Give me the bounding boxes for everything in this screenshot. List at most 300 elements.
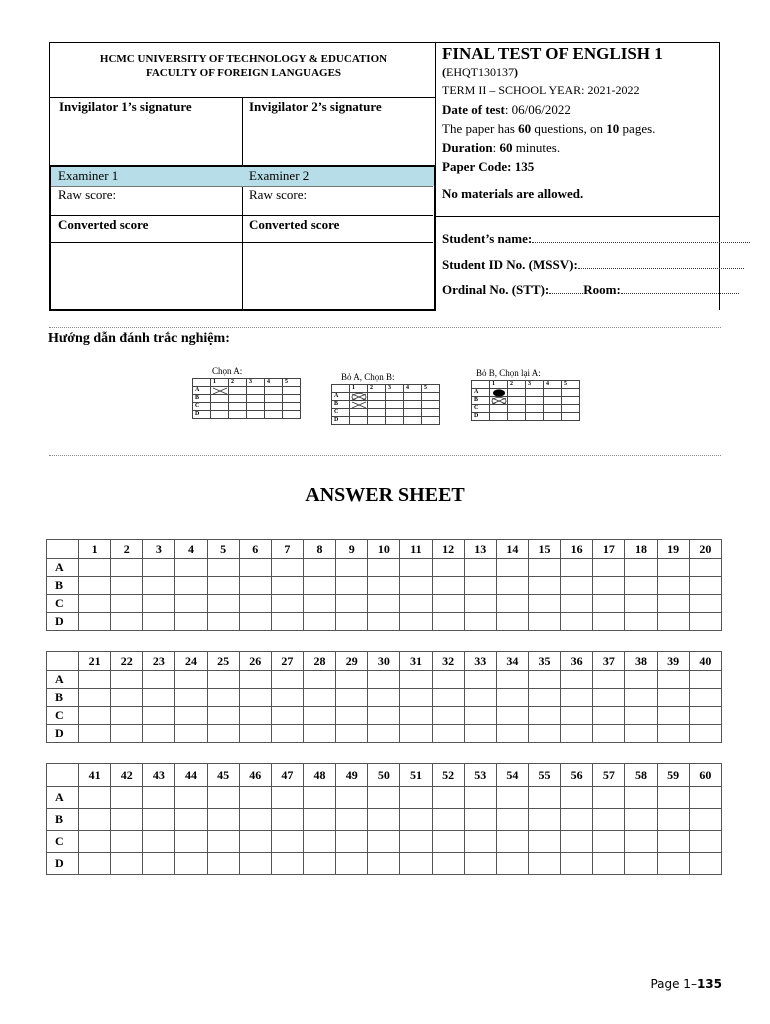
question-number-header: 16 (561, 540, 593, 559)
mini-corner-cell (472, 381, 490, 389)
answer-bubble-cell[interactable] (336, 595, 368, 613)
answer-bubble-cell[interactable] (432, 831, 464, 853)
question-number-header: 15 (528, 540, 560, 559)
answer-bubble-cell[interactable] (689, 671, 721, 689)
answer-bubble-cell[interactable] (464, 831, 496, 853)
answer-bubble-cell[interactable] (689, 595, 721, 613)
answer-bubble-cell[interactable] (207, 787, 239, 809)
mini-answer-cell (526, 405, 544, 413)
mini-row-label: B (193, 395, 211, 403)
examiner1-label: Examiner 1 (58, 168, 119, 183)
answer-bubble-cell[interactable] (400, 809, 432, 831)
answer-bubble-cell[interactable] (464, 577, 496, 595)
answer-bubble-cell[interactable] (689, 831, 721, 853)
answer-bubble-cell[interactable] (496, 725, 528, 743)
answer-bubble-cell[interactable] (79, 725, 111, 743)
answer-bubble-cell[interactable] (657, 689, 689, 707)
mini-answer-cell (283, 411, 301, 419)
answer-bubble-cell[interactable] (239, 853, 271, 875)
answer-bubble-cell[interactable] (593, 853, 625, 875)
answer-bubble-cell[interactable] (143, 595, 175, 613)
answer-bubble-cell[interactable] (239, 707, 271, 725)
answer-bubble-cell[interactable] (561, 671, 593, 689)
answer-bubble-cell[interactable] (689, 707, 721, 725)
answer-bubble-cell[interactable] (368, 707, 400, 725)
answer-bubble-cell[interactable] (593, 725, 625, 743)
answer-bubble-cell[interactable] (271, 831, 303, 853)
option-row-label: C (47, 595, 79, 613)
answer-bubble-cell[interactable] (689, 787, 721, 809)
option-row-label: C (47, 831, 79, 853)
mini-col-header: 3 (526, 381, 544, 389)
answer-bubble-cell[interactable] (432, 853, 464, 875)
student-name-field[interactable]: Student’s name: (442, 231, 750, 247)
option-row-label: A (47, 559, 79, 577)
answer-bubble-cell[interactable] (303, 577, 335, 595)
answer-bubble-cell[interactable] (496, 689, 528, 707)
answer-bubble-cell[interactable] (239, 577, 271, 595)
answer-bubble-cell[interactable] (207, 809, 239, 831)
answer-bubble-cell[interactable] (657, 559, 689, 577)
answer-bubble-cell[interactable] (625, 671, 657, 689)
answer-bubble-cell[interactable] (689, 559, 721, 577)
mini-answer-cell (350, 409, 368, 417)
answer-bubble-cell[interactable] (175, 689, 207, 707)
answer-bubble-cell[interactable] (496, 707, 528, 725)
question-number-header: 46 (239, 764, 271, 787)
answer-bubble-cell[interactable] (207, 725, 239, 743)
mini-answer-cell (350, 393, 368, 401)
answer-bubble-cell[interactable] (593, 559, 625, 577)
answer-bubble-cell[interactable] (689, 689, 721, 707)
answer-bubble-cell[interactable] (625, 613, 657, 631)
answer-bubble-cell[interactable] (528, 809, 560, 831)
dotted-separator (49, 327, 721, 328)
answer-bubble-cell[interactable] (528, 689, 560, 707)
mini-answer-cell (526, 397, 544, 405)
invigilator1-signature-label: Invigilator 1’s signature (59, 99, 192, 114)
answer-bubble-cell[interactable] (657, 831, 689, 853)
grid-corner-cell (47, 540, 79, 559)
answer-bubble-cell[interactable] (561, 577, 593, 595)
answer-bubble-cell[interactable] (657, 671, 689, 689)
mini-answer-cell (247, 395, 265, 403)
answer-bubble-cell[interactable] (368, 853, 400, 875)
answer-bubble-cell[interactable] (79, 809, 111, 831)
answer-bubble-cell[interactable] (207, 577, 239, 595)
answer-bubble-cell[interactable] (175, 809, 207, 831)
mini-answer-cell (526, 413, 544, 421)
answer-bubble-cell[interactable] (561, 595, 593, 613)
answer-bubble-cell[interactable] (593, 707, 625, 725)
answer-bubble-cell[interactable] (175, 707, 207, 725)
answer-bubble-cell[interactable] (207, 853, 239, 875)
answer-bubble-cell[interactable] (432, 689, 464, 707)
answer-bubble-cell[interactable] (689, 613, 721, 631)
answer-bubble-cell[interactable] (143, 559, 175, 577)
answer-bubble-cell[interactable] (593, 671, 625, 689)
answer-bubble-cell[interactable] (175, 559, 207, 577)
answer-bubble-cell[interactable] (175, 787, 207, 809)
answer-bubble-cell[interactable] (625, 725, 657, 743)
answer-bubble-cell[interactable] (79, 707, 111, 725)
answer-bubble-cell[interactable] (432, 671, 464, 689)
mini-answer-cell (562, 413, 580, 421)
mini-answer-cell (265, 395, 283, 403)
answer-bubble-cell[interactable] (496, 787, 528, 809)
answer-bubble-cell[interactable] (657, 577, 689, 595)
answer-bubble-cell[interactable] (336, 613, 368, 631)
answer-bubble-cell[interactable] (561, 613, 593, 631)
question-number-header: 2 (111, 540, 143, 559)
answer-bubble-cell[interactable] (111, 671, 143, 689)
answer-bubble-cell[interactable] (175, 725, 207, 743)
answer-bubble-cell[interactable] (657, 787, 689, 809)
answer-bubble-cell[interactable] (111, 559, 143, 577)
answer-bubble-cell[interactable] (336, 831, 368, 853)
answer-bubble-cell[interactable] (303, 809, 335, 831)
guide-example-1-grid (192, 378, 301, 419)
answer-bubble-cell[interactable] (239, 809, 271, 831)
answer-bubble-cell[interactable] (368, 831, 400, 853)
answer-bubble-cell[interactable] (271, 613, 303, 631)
answer-bubble-cell[interactable] (303, 787, 335, 809)
answer-bubble-cell[interactable] (657, 707, 689, 725)
answer-bubble-cell[interactable] (400, 559, 432, 577)
answer-bubble-cell[interactable] (625, 689, 657, 707)
answer-bubble-cell[interactable] (175, 577, 207, 595)
answer-bubble-cell[interactable] (271, 725, 303, 743)
mini-answer-cell (368, 417, 386, 425)
answer-bubble-cell[interactable] (657, 725, 689, 743)
answer-bubble-cell[interactable] (111, 689, 143, 707)
answer-bubble-cell[interactable] (432, 787, 464, 809)
answer-bubble-cell[interactable] (593, 809, 625, 831)
answer-bubble-cell[interactable] (368, 809, 400, 831)
answer-bubble-cell[interactable] (528, 787, 560, 809)
answer-bubble-cell[interactable] (111, 577, 143, 595)
answer-bubble-cell[interactable] (496, 577, 528, 595)
answer-bubble-cell[interactable] (303, 671, 335, 689)
answer-bubble-cell[interactable] (561, 787, 593, 809)
answer-bubble-cell[interactable] (464, 595, 496, 613)
faculty-name: FACULTY OF FOREIGN LANGUAGES (145, 67, 342, 79)
answer-bubble-cell[interactable] (528, 707, 560, 725)
answer-bubble-cell[interactable] (336, 671, 368, 689)
answer-bubble-cell[interactable] (111, 853, 143, 875)
answer-bubble-cell[interactable] (561, 559, 593, 577)
answer-bubble-cell[interactable] (79, 577, 111, 595)
answer-bubble-cell[interactable] (400, 595, 432, 613)
answer-bubble-cell[interactable] (336, 559, 368, 577)
answer-bubble-cell[interactable] (593, 595, 625, 613)
mini-answer-cell (283, 403, 301, 411)
answer-bubble-cell[interactable] (271, 559, 303, 577)
question-number-header: 9 (336, 540, 368, 559)
answer-bubble-cell[interactable] (464, 853, 496, 875)
mini-answer-cell (490, 397, 508, 405)
answer-bubble-cell[interactable] (239, 831, 271, 853)
answer-bubble-cell[interactable] (496, 559, 528, 577)
answer-bubble-cell[interactable] (303, 707, 335, 725)
answer-bubble-cell[interactable] (207, 671, 239, 689)
answer-bubble-cell[interactable] (336, 689, 368, 707)
answer-bubble-cell[interactable] (271, 595, 303, 613)
answer-bubble-cell[interactable] (561, 689, 593, 707)
answer-bubble-cell[interactable] (79, 787, 111, 809)
answer-bubble-cell[interactable] (464, 613, 496, 631)
question-number-header: 24 (175, 652, 207, 671)
answer-bubble-cell[interactable] (561, 809, 593, 831)
answer-bubble-cell[interactable] (303, 559, 335, 577)
answer-bubble-cell[interactable] (207, 595, 239, 613)
answer-bubble-cell[interactable] (625, 809, 657, 831)
answer-bubble-cell[interactable] (111, 787, 143, 809)
answer-bubble-cell[interactable] (528, 671, 560, 689)
answer-bubble-cell[interactable] (143, 831, 175, 853)
answer-bubble-cell[interactable] (528, 595, 560, 613)
answer-bubble-cell[interactable] (528, 559, 560, 577)
answer-bubble-cell[interactable] (79, 559, 111, 577)
answer-bubble-cell[interactable] (368, 559, 400, 577)
answer-bubble-cell[interactable] (79, 613, 111, 631)
answer-bubble-cell[interactable] (625, 787, 657, 809)
answer-bubble-cell[interactable] (625, 595, 657, 613)
answer-bubble-cell[interactable] (368, 577, 400, 595)
answer-bubble-cell[interactable] (239, 613, 271, 631)
answer-bubble-cell[interactable] (625, 559, 657, 577)
guide-example-2-grid (331, 384, 440, 425)
answer-bubble-cell[interactable] (400, 853, 432, 875)
answer-bubble-cell[interactable] (561, 853, 593, 875)
answer-bubble-cell[interactable] (207, 707, 239, 725)
answer-bubble-cell[interactable] (368, 671, 400, 689)
answer-bubble-cell[interactable] (239, 787, 271, 809)
answer-bubble-cell[interactable] (336, 577, 368, 595)
answer-bubble-cell[interactable] (143, 725, 175, 743)
answer-bubble-cell[interactable] (111, 725, 143, 743)
answer-bubble-cell[interactable] (303, 595, 335, 613)
answer-bubble-cell[interactable] (689, 809, 721, 831)
answer-bubble-cell[interactable] (336, 787, 368, 809)
guide-example-3-grid (471, 380, 580, 421)
answer-bubble-cell[interactable] (496, 595, 528, 613)
answer-bubble-cell[interactable] (528, 613, 560, 631)
answer-bubble-cell[interactable] (496, 853, 528, 875)
ordinal-room-field[interactable]: Ordinal No. (STT): Room: (442, 282, 739, 298)
answer-bubble-cell[interactable] (528, 725, 560, 743)
answer-bubble-cell[interactable] (111, 595, 143, 613)
answer-bubble-cell[interactable] (336, 809, 368, 831)
answer-bubble-cell[interactable] (464, 809, 496, 831)
answer-bubble-cell[interactable] (464, 707, 496, 725)
answer-bubble-cell[interactable] (432, 577, 464, 595)
answer-bubble-cell[interactable] (271, 689, 303, 707)
answer-bubble-cell[interactable] (432, 809, 464, 831)
answer-bubble-cell[interactable] (625, 577, 657, 595)
answer-bubble-cell[interactable] (79, 671, 111, 689)
answer-bubble-cell[interactable] (561, 725, 593, 743)
answer-bubble-cell[interactable] (111, 613, 143, 631)
answer-bubble-cell[interactable] (464, 559, 496, 577)
answer-bubble-cell[interactable] (593, 613, 625, 631)
answer-bubble-cell[interactable] (368, 595, 400, 613)
answer-bubble-cell[interactable] (561, 707, 593, 725)
answer-bubble-cell[interactable] (593, 689, 625, 707)
answer-bubble-cell[interactable] (528, 831, 560, 853)
answer-bubble-cell[interactable] (79, 689, 111, 707)
answer-bubble-cell[interactable] (271, 707, 303, 725)
answer-bubble-cell[interactable] (303, 831, 335, 853)
answer-bubble-cell[interactable] (593, 577, 625, 595)
student-id-field[interactable]: Student ID No. (MSSV): (442, 257, 744, 273)
mini-answer-cell (544, 405, 562, 413)
answer-bubble-cell[interactable] (657, 595, 689, 613)
answer-bubble-cell[interactable] (175, 831, 207, 853)
answer-bubble-cell[interactable] (400, 671, 432, 689)
question-number-header: 44 (175, 764, 207, 787)
answer-bubble-cell[interactable] (561, 831, 593, 853)
answer-bubble-cell[interactable] (368, 613, 400, 631)
answer-bubble-cell[interactable] (239, 559, 271, 577)
answer-bubble-cell[interactable] (175, 671, 207, 689)
answer-bubble-cell[interactable] (271, 787, 303, 809)
answer-bubble-cell[interactable] (239, 689, 271, 707)
answer-bubble-cell[interactable] (143, 613, 175, 631)
answer-bubble-cell[interactable] (79, 853, 111, 875)
answer-bubble-cell[interactable] (464, 725, 496, 743)
answer-bubble-cell[interactable] (464, 787, 496, 809)
answer-bubble-cell[interactable] (400, 707, 432, 725)
answer-bubble-cell[interactable] (528, 853, 560, 875)
answer-bubble-cell[interactable] (143, 787, 175, 809)
answer-bubble-cell[interactable] (400, 689, 432, 707)
mini-answer-cell (508, 389, 526, 397)
answer-bubble-cell[interactable] (239, 671, 271, 689)
mini-answer-cell (350, 401, 368, 409)
answer-bubble-cell[interactable] (432, 707, 464, 725)
mini-answer-cell (422, 409, 440, 417)
answer-bubble-cell[interactable] (239, 595, 271, 613)
answer-bubble-cell[interactable] (400, 613, 432, 631)
answer-bubble-cell[interactable] (143, 809, 175, 831)
answer-bubble-cell[interactable] (303, 725, 335, 743)
invigilator2-signature-label: Invigilator 2’s signature (249, 99, 382, 114)
answer-bubble-cell[interactable] (175, 595, 207, 613)
answer-bubble-cell[interactable] (368, 689, 400, 707)
answer-bubble-cell[interactable] (657, 613, 689, 631)
answer-bubble-cell[interactable] (111, 831, 143, 853)
raw-score-label-2: Raw score: (249, 187, 308, 202)
answer-bubble-cell[interactable] (336, 707, 368, 725)
answer-bubble-cell[interactable] (625, 853, 657, 875)
answer-bubble-cell[interactable] (143, 707, 175, 725)
answer-bubble-cell[interactable] (207, 831, 239, 853)
answer-bubble-cell[interactable] (432, 559, 464, 577)
answer-bubble-cell[interactable] (689, 577, 721, 595)
answer-bubble-cell[interactable] (336, 725, 368, 743)
answer-bubble-cell[interactable] (400, 725, 432, 743)
answer-bubble-cell[interactable] (593, 831, 625, 853)
answer-bubble-cell[interactable] (496, 613, 528, 631)
answer-bubble-cell[interactable] (271, 809, 303, 831)
mini-answer-cell (544, 397, 562, 405)
answer-bubble-cell[interactable] (143, 689, 175, 707)
answer-bubble-cell[interactable] (271, 577, 303, 595)
answer-bubble-cell[interactable] (111, 707, 143, 725)
answer-bubble-cell[interactable] (175, 613, 207, 631)
answer-bubble-cell[interactable] (239, 725, 271, 743)
mini-col-header: 5 (422, 385, 440, 393)
answer-bubble-cell[interactable] (464, 689, 496, 707)
question-number-header: 39 (657, 652, 689, 671)
answer-bubble-cell[interactable] (400, 787, 432, 809)
mini-answer-cell (508, 397, 526, 405)
answer-bubble-cell[interactable] (303, 689, 335, 707)
answer-bubble-cell[interactable] (496, 671, 528, 689)
answer-bubble-cell[interactable] (207, 559, 239, 577)
test-title: FINAL TEST OF ENGLISH 1 (442, 44, 663, 63)
answer-bubble-cell[interactable] (79, 831, 111, 853)
answer-bubble-cell[interactable] (271, 671, 303, 689)
materials-note: No materials are allowed. (442, 186, 584, 201)
answer-bubble-cell[interactable] (207, 613, 239, 631)
answer-bubble-cell[interactable] (657, 809, 689, 831)
answer-bubble-cell[interactable] (400, 577, 432, 595)
answer-bubble-cell[interactable] (143, 671, 175, 689)
mini-answer-cell (229, 387, 247, 395)
answer-bubble-cell[interactable] (368, 725, 400, 743)
answer-bubble-cell[interactable] (79, 595, 111, 613)
answer-bubble-cell[interactable] (432, 613, 464, 631)
answer-bubble-cell[interactable] (303, 613, 335, 631)
mini-row-label: B (472, 397, 490, 405)
answer-bubble-cell[interactable] (496, 809, 528, 831)
answer-bubble-cell[interactable] (625, 831, 657, 853)
answer-bubble-cell[interactable] (689, 725, 721, 743)
answer-bubble-cell[interactable] (432, 725, 464, 743)
answer-bubble-cell[interactable] (400, 831, 432, 853)
answer-grid-41-60 (46, 763, 722, 875)
answer-bubble-cell[interactable] (271, 853, 303, 875)
answer-bubble-cell[interactable] (464, 671, 496, 689)
answer-grid-1-20 (46, 539, 722, 631)
answer-bubble-cell[interactable] (368, 787, 400, 809)
answer-bubble-cell[interactable] (625, 707, 657, 725)
mini-answer-cell (265, 411, 283, 419)
answer-bubble-cell[interactable] (336, 853, 368, 875)
answer-bubble-cell[interactable] (657, 853, 689, 875)
answer-bubble-cell[interactable] (528, 577, 560, 595)
paper-info: The paper has 60 questions, on 10 pages. (442, 121, 656, 136)
question-number-header: 23 (143, 652, 175, 671)
mini-answer-cell (211, 395, 229, 403)
question-number-header: 31 (400, 652, 432, 671)
answer-bubble-cell[interactable] (689, 853, 721, 875)
mini-answer-cell (229, 411, 247, 419)
answer-bubble-cell[interactable] (303, 853, 335, 875)
question-number-header: 59 (657, 764, 689, 787)
answer-bubble-cell[interactable] (432, 595, 464, 613)
answer-bubble-cell[interactable] (143, 577, 175, 595)
answer-bubble-cell[interactable] (143, 853, 175, 875)
mini-answer-cell (404, 401, 422, 409)
answer-bubble-cell[interactable] (593, 787, 625, 809)
answer-bubble-cell[interactable] (175, 853, 207, 875)
answer-bubble-cell[interactable] (496, 831, 528, 853)
answer-bubble-cell[interactable] (207, 689, 239, 707)
answer-bubble-cell[interactable] (111, 809, 143, 831)
